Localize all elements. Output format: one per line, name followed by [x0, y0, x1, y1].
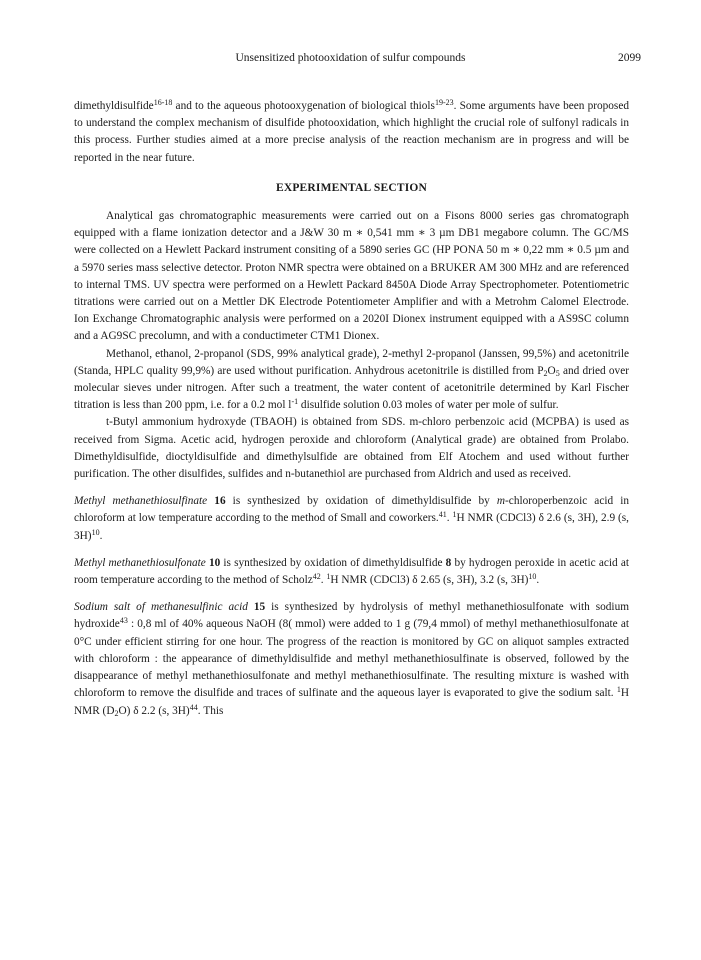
subscript: 5 [555, 368, 560, 378]
citation-ref: 19-23 [434, 98, 454, 107]
solvents-paragraph [74, 346, 629, 415]
citation-ref: 42 [312, 572, 321, 582]
text-run: is synthesized by oxidation of dimethyldisulfide [220, 556, 446, 569]
compound-number: 8 [445, 556, 452, 569]
page-number: 2099 [618, 52, 641, 64]
text-run: Methanol, ethanol, 2-propanol (SDS, 99% analytical grade), 2-methyl 2-propanol (Janssen, 99,5%) and acetonitrile (Standa, HPLC quality 99,9%) are used without purification. Anhydrous acetonitrile is distilled from P [74, 347, 629, 377]
text-run: . [446, 512, 453, 525]
compound-number: 15 [253, 601, 266, 614]
subscript: 2 [543, 368, 548, 378]
synthesis-10-paragraph [74, 555, 629, 589]
text-run: . This [197, 704, 224, 717]
compound-number: 16 [214, 495, 226, 508]
compound-name: Methyl methanethiosulfinate [74, 495, 208, 508]
instrumentation-paragraph: Analytical gas chromatographic measurements were carried out on a Fisons 8000 series gas chromatograph equipped with a flame ionization detector and a J&W 30 m ∗ 0,541 mm ∗ 3 µm DB1 megabore column. The GC/MS were collected on a Hewlett Packard instrument consiting of a 5890 series GC (HP PONA 50 m ∗ 0,22 mm ∗ 0.5 µm and a 5970 series mass selective detector. Proton NMR spectra were obtained on a BRUKER AM 300 MHz and are referenced to internal TMS. UV spectra were performed on a Hewlett Packard 8450A Diode Array Spectrophometer. Potentiometric titrations were carried out on a Mettler DK Electrode Potentiometer Amplifier and with a Metrohm Calomel Electrode. Ion Exchange Chromatographic analysis were performed on a 2020I Dionex instrument equipped with a AS9SC column and a AG9SC precolumn, and with a conductimeter CTM1 Dionex. [74, 210, 629, 343]
text-run: and dried over molecular sieves under nitrogen. After such a treatment, the water content of acetonitrile determined by Karl Fischer titration is less than 200 ppm, i.e. for a 0.2 mol l [74, 364, 629, 412]
citation-ref: 43 [119, 616, 128, 626]
nmr-data: H NMR (D [74, 687, 629, 717]
citation-ref: 44 [189, 702, 198, 712]
italic-prefix: m [496, 495, 506, 508]
text-run: and to the aqueous photooxygenation of biological thiols [172, 100, 435, 112]
subscript: 2 [114, 708, 119, 718]
text-run: : 0,8 ml of 40% aqueous NaOH (8( mmol) were added to 1 g (79,4 mmol) of methyl methanethiosulfonate at 0°C under efficient stirring for one hour. The progress of the reaction is monitored by GC on aliquot samples extracted with chloroform : the appearance of dimethyldisulfide and methyl methanethiosulfinate is observed, followed by the disappearance of methyl methanethiosulfonate and methyl methanethiosulfinate. The resulting mixturɛ is washed with chloroform to remove the disulfide and traces of sulfinate and the aqueous layer is evaporated to give the sodium salt. [74, 618, 629, 700]
superscript: 1 [452, 510, 457, 520]
superscript: 1 [326, 572, 331, 582]
compound-name: Methyl methanethiosulfonate [74, 556, 206, 569]
citation-ref: 10 [528, 572, 537, 582]
text-run: . [536, 574, 540, 587]
nmr-data: H NMR (CDCl3) δ 2.65 (s, 3H), 3.2 (s, 3H) [330, 574, 529, 587]
nmr-data: O) δ 2.2 (s, 3H) [118, 704, 190, 717]
citation-ref: 10 [91, 527, 100, 537]
text-run: is synthesized by hydrolysis of methyl methanethiosulfonate with sodium hydroxide [74, 601, 629, 631]
text-run: dimethyldisulfide [74, 100, 154, 112]
running-head [0, 52, 701, 68]
text-run: -chloroperbenzoic acid in chloroform at low temperature according to the method of Small and coworkers. [74, 495, 629, 525]
citation-ref: 41 [438, 510, 447, 520]
text-run: O [547, 364, 556, 377]
synthesis-16-paragraph [74, 493, 629, 545]
intro-paragraph [74, 98, 629, 167]
text-run: . [99, 529, 103, 542]
compound-name: Sodium salt of methanesulfinic acid [74, 601, 248, 614]
text-run: disulfide solution 0.03 moles of water per mole of sulfur. [298, 399, 559, 412]
article-body [74, 98, 629, 720]
superscript: 1 [616, 685, 621, 695]
superscript: -1 [291, 397, 299, 407]
section-heading: EXPERIMENTAL SECTION [275, 181, 428, 194]
text-run: . Some arguments have been proposed to understand the complex mechanism of disulfide photooxidation, which highlight the crucial role of sulfonyl radicals in this process. Further studies aimed at a more precise analysis of the reaction mechanism are in progress and will be reported in the near future. [74, 100, 629, 164]
nmr-data: H NMR (CDCl3) δ 2.6 (s, 3H), 2.9 (s, 3H) [74, 512, 629, 542]
synthesis-15-paragraph [74, 599, 629, 719]
text-run: . [320, 574, 327, 587]
citation-ref: 16-18 [153, 98, 173, 107]
reagents-paragraph: t-Butyl ammonium hydroxyde (TBAOH) is obtained from SDS. m-chloro perbenzoic acid (MCPBA) is used as received from Sigma. Acetic acid, hydrogen peroxide and chloroform (Analytical grade) are obtained from Prolabo. Dimethyldisulfide, dioctyldisulfide and dimethylsulfide are obtained from Elf Atochem and used without further purification. The other disulfides, sulfides and n-butanethiol are purchased from Aldrich and used as received. [74, 416, 629, 481]
text-run: by hydrogen peroxide in acetic acid at room temperature according to the method of Scholz [74, 556, 629, 587]
running-title: Unsensitized photooxidation of sulfur compounds [235, 52, 466, 64]
compound-number: 10 [208, 556, 221, 569]
text-run: is synthesized by oxidation of dimethyldisulfide by [225, 495, 497, 508]
